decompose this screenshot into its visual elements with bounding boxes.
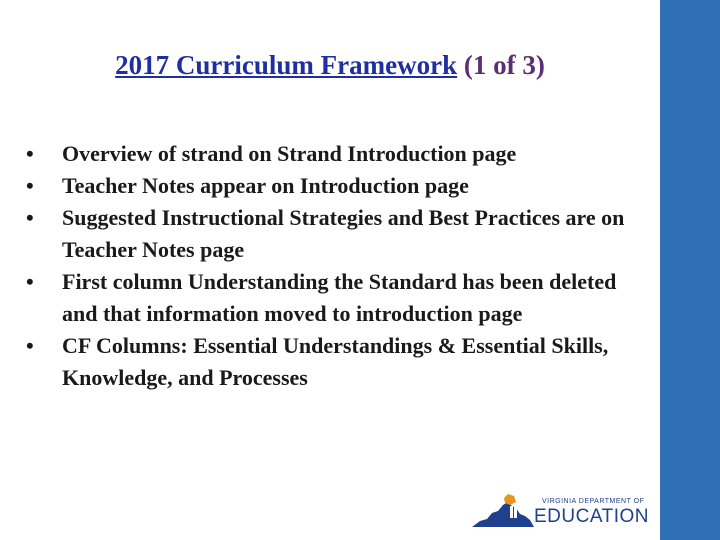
bullet-list — [26, 138, 656, 394]
logo-small-text: VIRGINIA DEPARTMENT OF — [542, 498, 645, 505]
bullet-item — [26, 202, 656, 266]
bullet-text: CF Columns: Essential Understandings & Essential Skills, Knowledge, and Processes — [62, 333, 609, 390]
title-link[interactable]: 2017 Curriculum Framework — [115, 50, 458, 80]
vdoe-logo — [470, 494, 655, 530]
bullet-item — [26, 266, 656, 330]
bullet-item — [26, 138, 656, 170]
bullet-item — [26, 170, 656, 202]
bullet-marker: • — [26, 141, 34, 166]
virginia-map-icon — [470, 494, 536, 530]
bullet-marker: • — [26, 173, 34, 198]
bullet-text: Suggested Instructional Strategies and Best Practices are on Teacher Notes page — [62, 205, 625, 262]
bullet-marker: • — [26, 333, 34, 358]
bullet-text: Teacher Notes appear on Introduction page — [62, 173, 469, 198]
slide-title — [0, 50, 660, 81]
bullet-text: First column Understanding the Standard has been deleted and that information moved to introduction page — [62, 269, 617, 326]
bullet-marker: • — [26, 269, 34, 294]
bullet-text: Overview of strand on Strand Introduction page — [62, 141, 517, 166]
logo-big-text: EDUCATION — [534, 506, 649, 527]
title-suffix: (1 of 3) — [457, 50, 545, 80]
bullet-item — [26, 330, 656, 394]
bullet-marker: • — [26, 205, 34, 230]
right-accent-bar — [660, 0, 720, 540]
